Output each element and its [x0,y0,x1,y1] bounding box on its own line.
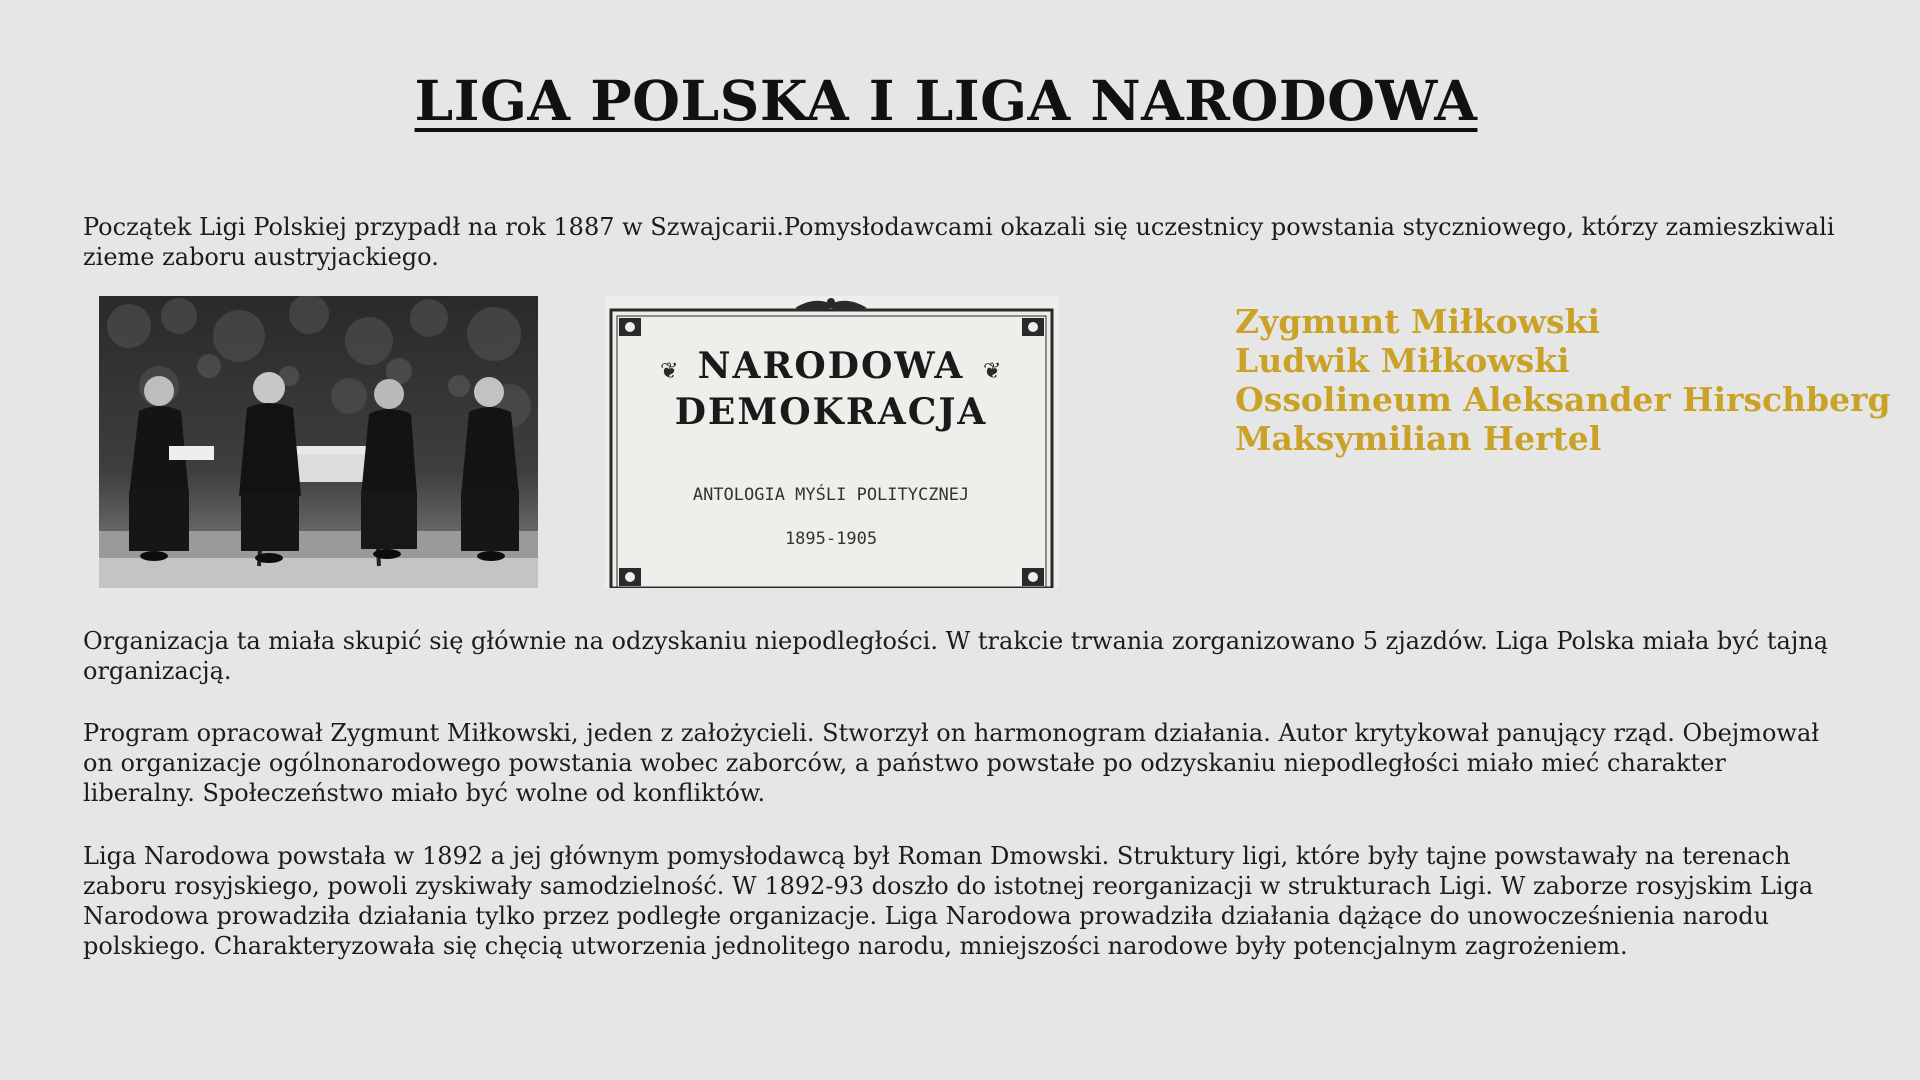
founder-name: Maksymilian Hertel [1235,419,1602,458]
program-paragraph: Program opracował Zygmunt Miłkowski, jeden z założycieli. Stworzył on harmonogram działania. Autor krytykował panujący rząd. Obejmował on organizacje ogólnonarodowego powstania wobec zaborców, a państwo powstałe po odzyskaniu niepodległości miało mieć charakter liberalny. Społeczeństwo miało być wolne od konfliktów. [83,719,1820,807]
cover-years: 1895-1905 [784,529,878,549]
cover-subtitle: ANTOLOGIA MYŚLI POLITYCZNEJ [692,485,970,505]
founder-name: Zygmunt Miłkowski [1235,302,1600,341]
founder-name: Ludwik Miłkowski [1235,341,1570,380]
founder-name: Ossolineum Aleksander Hirschberg [1235,380,1891,419]
founders-list [1235,302,1891,458]
liga-narodowa-paragraph: Liga Narodowa powstała w 1892 a jej głównym pomysłodawcą był Roman Dmowski. Struktury ligi, które były tajne powstawały na terenach zaboru rosyjskiego, powoli zyskiwały samodzielność. W 1892-93 doszło do istotnej reorganizacji w strukturach Ligi. W zaborze rosyjskim Liga Narodowa prowadziła działania tylko przez podległe organizacje. Liga Narodowa prowadziła działania dążące do unowocześnienia narodu polskiego. Charakteryzowała się chęcią utworzenia jednolitego narodu, mniejszości narodowe były potencjalnym zagrożeniem. [83,842,1814,960]
organization-paragraph: Organizacja ta miała skupić się głównie na odzyskaniu niepodległości. W trakcie trwania zorganizowano 5 zjazdów. Liga Polska miała być tajną organizacją. [83,627,1829,685]
intro-paragraph: Początek Ligi Polskiej przypadł na rok 1887 w Szwajcarii.Pomysłodawcami okazali się uczestnicy powstania styczniowego, którzy zamieszkiwali zieme zaboru austryjackiego. [83,213,1835,271]
cover-title-line1: NARODOWA [697,345,965,387]
svg-text:❦: ❦ [660,359,679,384]
group-photo [99,296,538,588]
book-cover-image [605,296,1058,588]
svg-text:❦: ❦ [983,359,1002,384]
cover-title-line2: DEMOKRACJA [674,391,988,433]
page-title: LIGA POLSKA I LIGA NARODOWA [414,68,1478,133]
